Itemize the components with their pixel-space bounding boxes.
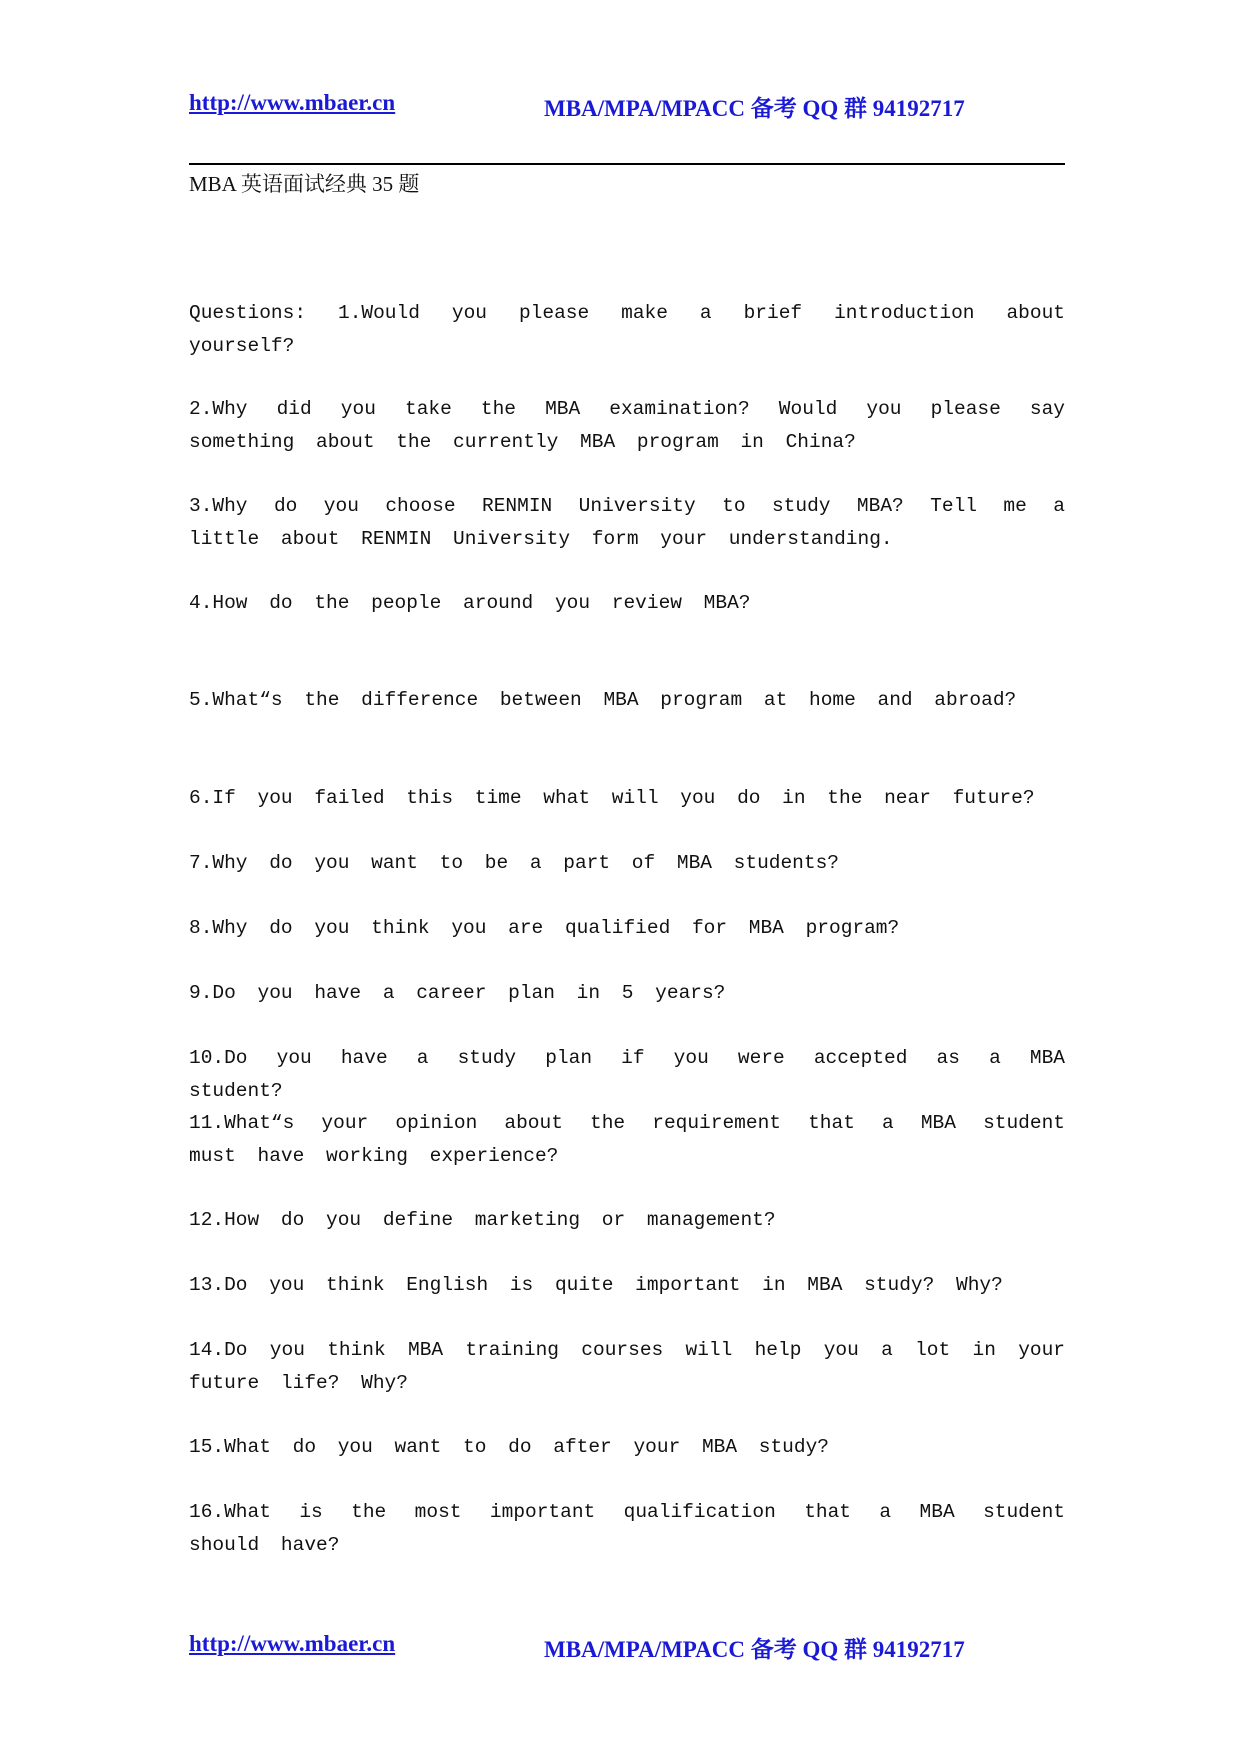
question-5: 5.What“s the difference between MBA program at home and abroad? bbox=[189, 689, 1017, 711]
page-footer bbox=[189, 1631, 1065, 1661]
question-16: 16.What is the most important qualification that a MBA student should have? bbox=[189, 1501, 1065, 1556]
footer-website-link[interactable]: http://www.mbaer.cn bbox=[189, 1631, 396, 1656]
question-14: 14.Do you think MBA training courses will help you a lot in your future life? Why? bbox=[189, 1339, 1065, 1394]
question-10: 10.Do you have a study plan if you were accepted as a MBA student? bbox=[189, 1047, 1065, 1102]
question-11: 11.What“s your opinion about the requirement that a MBA student must have working experience? bbox=[189, 1112, 1065, 1167]
header-divider bbox=[189, 163, 1065, 165]
question-3: 3.Why do you choose RENMIN University to study MBA? Tell me a little about RENMIN University form your understanding. bbox=[189, 495, 1065, 550]
question-1: Questions: 1.Would you please make a brief introduction about yourself? bbox=[189, 302, 1065, 357]
page-header bbox=[189, 90, 1065, 120]
question-12: 12.How do you define marketing or management? bbox=[189, 1209, 776, 1231]
question-8: 8.Why do you think you are qualified for MBA program? bbox=[189, 917, 900, 939]
question-7: 7.Why do you want to be a part of MBA students? bbox=[189, 852, 839, 874]
question-13: 13.Do you think English is quite important in MBA study? Why? bbox=[189, 1274, 1003, 1296]
header-qq-group: MBA/MPA/MPACC 备考 QQ 群 94192717 bbox=[544, 96, 965, 121]
header-website-link[interactable]: http://www.mbaer.cn bbox=[189, 90, 396, 115]
document-title: MBA 英语面试经典 35 题 bbox=[189, 172, 420, 196]
question-4: 4.How do the people around you review MBA? bbox=[189, 592, 751, 614]
footer-qq-group: MBA/MPA/MPACC 备考 QQ 群 94192717 bbox=[544, 1637, 965, 1662]
question-6: 6.If you failed this time what will you do in the near future? bbox=[189, 787, 1035, 809]
question-2: 2.Why did you take the MBA examination? Would you please say something about the currently MBA program in China? bbox=[189, 398, 1065, 453]
question-15: 15.What do you want to do after your MBA study? bbox=[189, 1436, 829, 1458]
question-9: 9.Do you have a career plan in 5 years? bbox=[189, 982, 726, 1004]
